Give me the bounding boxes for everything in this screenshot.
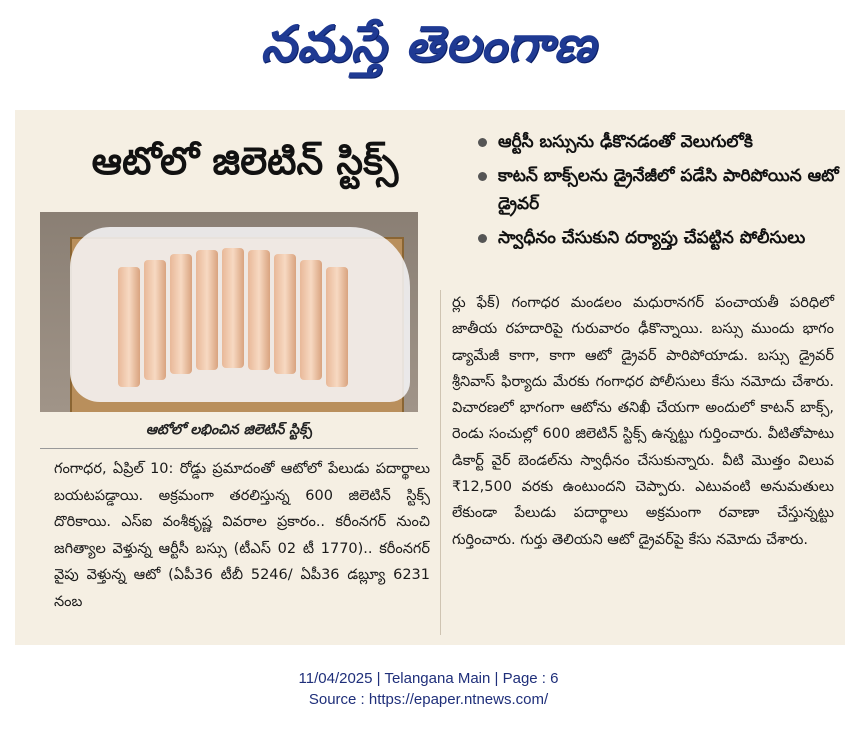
footer bbox=[0, 668, 857, 710]
gelatin-stick bbox=[222, 248, 244, 368]
masthead-logo: నమస్తే తెలంగాణ bbox=[260, 15, 597, 73]
column-divider bbox=[440, 290, 441, 635]
caption-divider bbox=[40, 448, 418, 449]
gelatin-stick bbox=[170, 254, 192, 374]
article-headline: ఆటోలో జిలెటిన్ స్టిక్స్ bbox=[91, 139, 399, 183]
gelatin-stick bbox=[326, 267, 348, 387]
article-body-left: గంగాధర, ఏప్రిల్ 10: రోడ్డు ప్రమాదంతో ఆటోలో పేలుడు పదార్థాలు బయటపడ్డాయి. అక్రమంగా తరలిస్తున్న 600 జిలెటిన్ స్టిక్స్ దొరికాయి. ఎస్ఐ వంశీకృష్ణ వివరాల ప్రకారం.. కరీంనగర్ నుంచి జగిత్యాల వెళ్తున్న ఆర్టీసీ బస్సు (టీఎస్ 02 టీ 1770).. కరీంనగర్ వైపు వెళ్తున్న ఆటో (ఏపీ36 టీబీ 5246/ ఏపీ36 డబ్ల్యూ 6231 నంబ bbox=[54, 461, 430, 610]
gelatin-stick bbox=[144, 260, 166, 380]
highlight-item: ఆర్టీసీ బస్సును ఢీకొనడంతో వెలుగులోకి bbox=[470, 128, 840, 156]
bullet-icon bbox=[478, 138, 487, 147]
gelatin-stick bbox=[196, 250, 218, 370]
footer-source-line: Source : https://epaper.ntnews.com/ bbox=[308, 691, 549, 708]
gelatin-stick bbox=[300, 260, 322, 380]
gelatin-stick bbox=[274, 254, 296, 374]
highlight-item: స్వాధీనం చేసుకుని దర్యాప్తు చేపట్టిన పోలీసులు bbox=[470, 224, 840, 252]
article-body-right: ర్లు ఫేక్) గంగాధర మండలం మధురానగర్ పంచాయతీ పరిధిలో జాతీయ రహదారిపై గురువారం ఢీకొన్నాయి. బస్సు ముందు భాగం డ్యామేజీ కాగా, కాగా ఆటో డ్రైవర్ పారిపోయాడు. బస్సు డ్రైవర్ శ్రీనివాస్ ఫిర్యాదు మేరకు గంగాధర పోలీసులు కేసు నమోదు చేశారు. విచారణలో భాగంగా ఆటోను తనిఖీ చేయగా అందులో కాటన్ బాక్స్, రెండు సంచుల్లో 600 జిలెటిన్ స్టిక్స్ ఉన్నట్టు గుర్తించారు. వీటితోపాటు డికార్ట్ వైర్ బెండల్‌ను స్వాధీనం చేసుకున్నారు. వీటి మొత్తం విలువ ₹12,500 వరకు ఉంటుందని చెప్పారు. ఎటువంటి అనుమతులు లేకుండా పేలుడు పదార్థాలు అక్రమంగా రవాణా చేస్తున్నట్టు గుర్తించారు. గుర్తు తెలియని ఆటో డ్రైవర్‌పై కేసు నమోదు చేశారు. bbox=[452, 295, 834, 548]
gelatin-stick bbox=[118, 267, 140, 387]
highlight-item: కాటన్ బాక్స్‌లను డ్రైనేజీలో పడేసి పారిపోయిన ఆటో డ్రైవర్ bbox=[470, 162, 840, 218]
photo-caption: ఆటోలో లభించిన జిలెటిన్ స్టిక్స్ bbox=[145, 422, 313, 438]
article-photo bbox=[40, 212, 418, 412]
bullet-icon bbox=[478, 234, 487, 243]
bullet-icon bbox=[478, 172, 487, 181]
gelatin-stick bbox=[248, 250, 270, 370]
highlights-list bbox=[470, 128, 840, 258]
footer-date-line: 11/04/2025 | Telangana Main | Page : 6 bbox=[298, 670, 559, 687]
